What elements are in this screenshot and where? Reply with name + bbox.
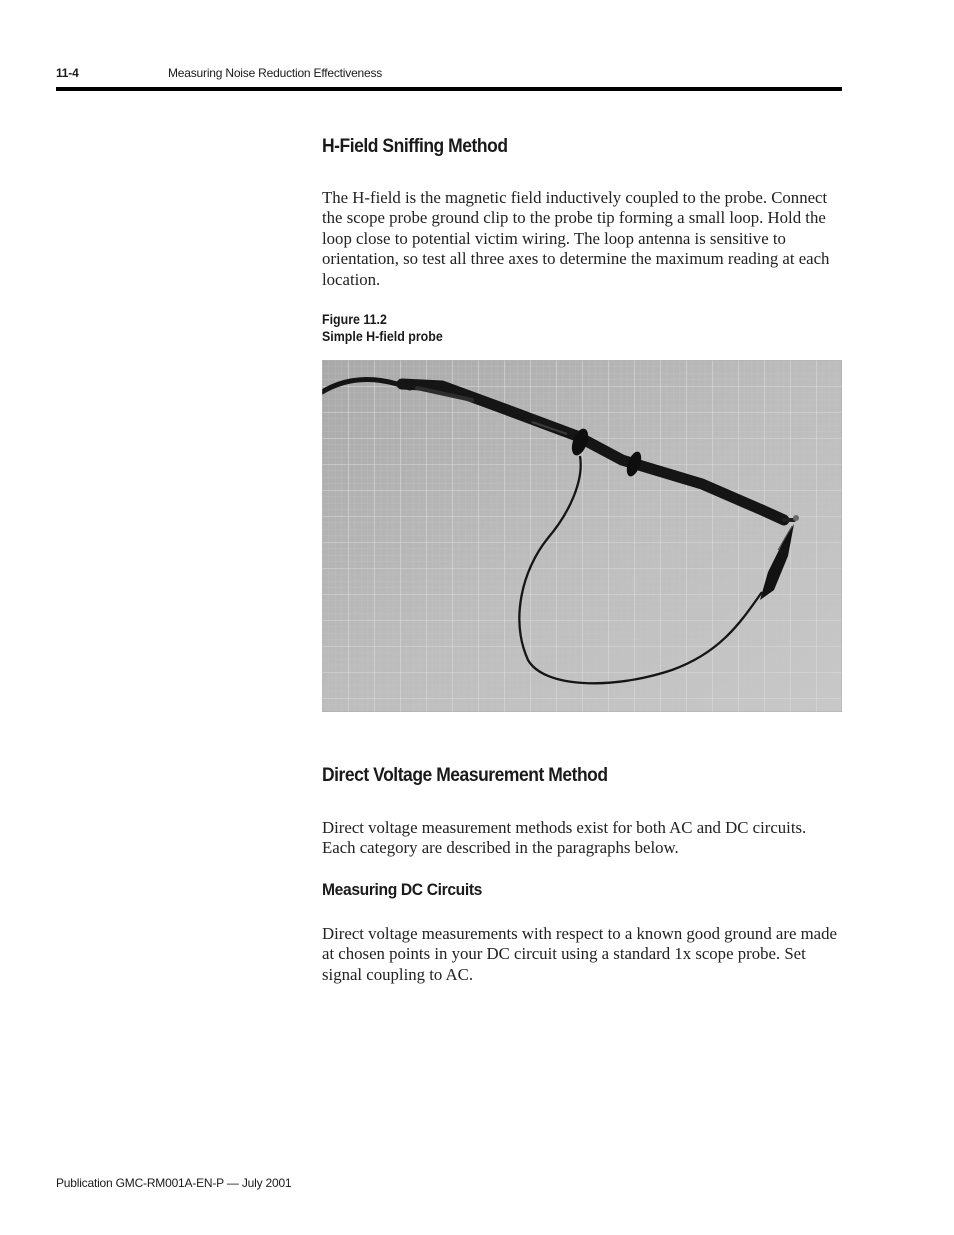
dc-paragraph: Direct voltage measurements with respect to a known good ground are made at chosen points in your DC circuit using a standard 1x scope probe. Set signal coupling to AC. — [322, 924, 837, 984]
publication-footer: Publication GMC-RM001A-EN-P — July 2001 — [56, 1176, 292, 1190]
figure-title: Simple H-field probe — [322, 329, 443, 344]
header-rule — [56, 87, 842, 91]
section-heading-direct: Direct Voltage Measurement Method — [322, 765, 608, 786]
hfield-paragraph: The H-field is the magnetic field inductively coupled to the probe. Connect the scope probe ground clip to the probe tip forming a small loop. Hold the loop close to potential victim wiring. The loop antenna is sensitive to orientation, so test all three axes to determine the maximum reading at each location. — [322, 188, 830, 289]
direct-paragraph: Direct voltage measurement methods exist for both AC and DC circuits. Each category are described in the paragraphs below. — [322, 818, 807, 858]
figure-number: Figure 11.2 — [322, 312, 387, 327]
hfield-probe-photo — [322, 360, 842, 712]
page-number: 11-4 — [56, 66, 79, 80]
chapter-title: Measuring Noise Reduction Effectiveness — [168, 66, 383, 80]
figure-caption — [322, 311, 443, 345]
subsection-heading-dc: Measuring DC Circuits — [322, 880, 483, 899]
section-heading-hfield: H-Field Sniffing Method — [322, 136, 508, 157]
